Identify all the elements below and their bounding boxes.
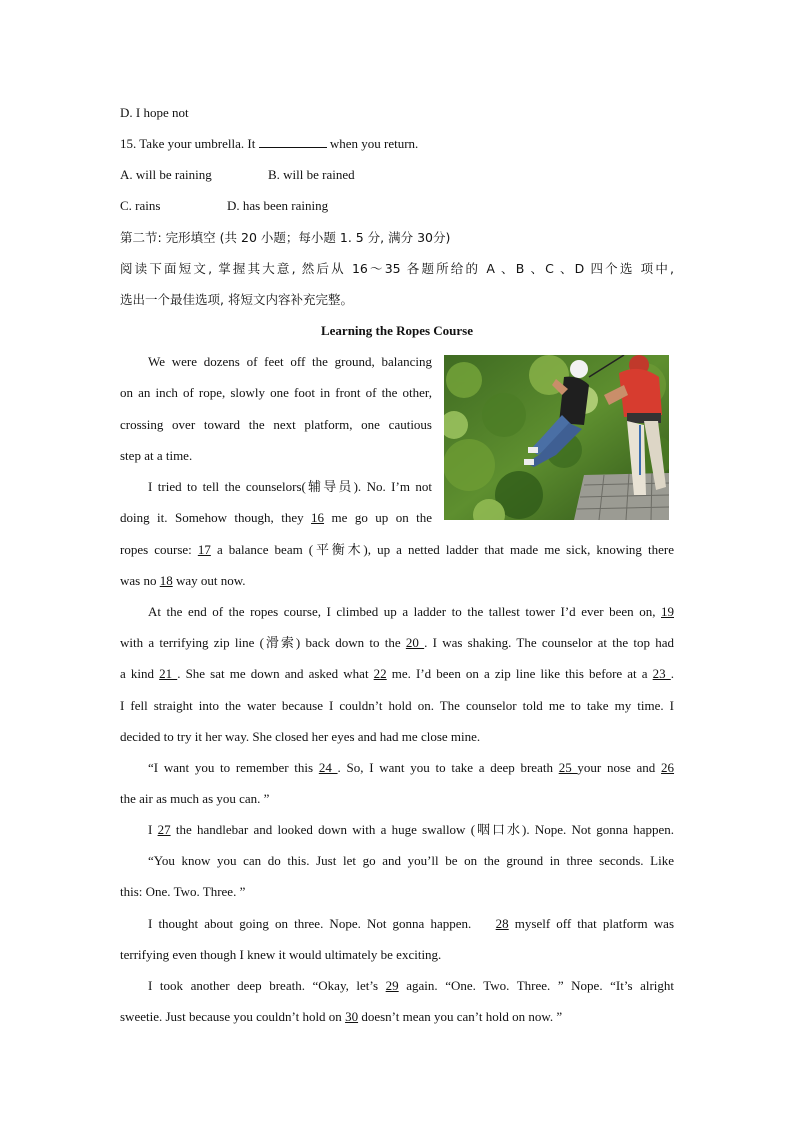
- q15-stem: [120, 134, 418, 154]
- passage-line-19: I thought about going on three. Nope. Not gonna happen. 28 myself off that platform was: [148, 916, 674, 931]
- q14-option-d: D. I hope not: [120, 105, 189, 120]
- passage-line-14: “I want you to remember this 24 . So, I want you to take a deep breath 25 your nose and 26: [148, 760, 675, 775]
- passage-line-13: decided to try it her way. She closed her eyes and had me close mine.: [120, 729, 481, 744]
- blank-20: 20: [405, 635, 425, 650]
- blank-18: 18: [159, 573, 173, 588]
- passage-line-1: We were dozens of feet off the ground, balancing: [148, 354, 432, 369]
- section-header: 第二节: 完形填空 (共 20 小题；每小题 1. 5 分, 满分 30分): [120, 230, 451, 245]
- blank-19: 19: [661, 604, 674, 619]
- q15-option-c: C. rains: [120, 198, 161, 213]
- passage-title: Learning the Ropes Course: [320, 323, 474, 338]
- q15-stem-before: 15. Take your umbrella. It: [120, 136, 256, 151]
- passage-line-6: doing it. Somehow though, they 16 me go up on the: [120, 510, 433, 525]
- q15-stem-after: when you return.: [329, 136, 419, 151]
- passage-line-2: on an inch of rope, slowly one foot in front of the other,: [120, 385, 432, 400]
- passage-line-12: I fell straight into the water because I couldn’t hold on. The counselor told me to take my time. I: [120, 698, 674, 713]
- blank-27: 27: [157, 822, 171, 837]
- passage-line-4: step at a time.: [120, 448, 193, 463]
- passage-line-11: a kind 21 . She sat me down and asked what 22 me. I’d been on a zip line like this before at a 23 .: [120, 666, 675, 681]
- passage-line-15: the air as much as you can. ”: [120, 791, 270, 806]
- blank-16: 16: [311, 510, 325, 525]
- section-instructions-line1: 阅读下面短文, 掌握其大意, 然后从 16～35 各题所给的 A 、B 、C 、D 四个选 项中,: [120, 261, 674, 276]
- passage-line-16: I 27 the handlebar and looked down with a huge swallow (咽口水). Nope. Not gonna happen.: [148, 822, 675, 837]
- blank-25: 25: [558, 760, 578, 775]
- blank-29: 29: [385, 978, 399, 993]
- q15-blank: [259, 135, 327, 148]
- passage-line-7: ropes course: 17 a balance beam (平衡木), up a netted ladder that made me sick, knowing there: [120, 542, 674, 557]
- blank-30: 30: [345, 1009, 359, 1024]
- blank-24: 24: [318, 760, 338, 775]
- passage-line-3: crossing over toward the next platform, one cautious: [120, 417, 432, 432]
- section-instructions-line2: 选出一个最佳选项, 将短文内容补充完整。: [120, 292, 353, 307]
- q15-option-a: A. will be raining: [120, 167, 212, 182]
- blank-22: 22: [373, 666, 387, 681]
- passage-line-9: At the end of the ropes course, I climbed up a ladder to the tallest tower I’d ever been on, 19: [148, 604, 674, 619]
- blank-28: 28: [495, 916, 509, 931]
- passage-line-17: “You know you can do this. Just let go and you’ll be on the ground in three seconds. Like: [148, 853, 674, 868]
- passage-line-18: this: One. Two. Three. ”: [120, 884, 246, 899]
- blank-23: 23: [652, 666, 671, 681]
- passage-line-10: with a terrifying zip line (滑索) back down to the 20 . I was shaking. The counselor at the top had: [120, 635, 675, 650]
- blank-21: 21: [159, 666, 178, 681]
- blank-26: 26: [661, 760, 675, 775]
- passage-line-20: terrifying even though I knew it would ultimately be exciting.: [120, 947, 442, 962]
- passage-line-22: sweetie. Just because you couldn’t hold on 30 doesn’t mean you can’t hold on now. ”: [120, 1009, 563, 1024]
- blank-17: 17: [197, 542, 211, 557]
- zipline-photo: [444, 355, 669, 520]
- passage-line-8: was no 18 way out now.: [120, 573, 246, 588]
- passage-line-21: I took another deep breath. “Okay, let’s 29 again. “One. Two. Three. ” Nope. “It’s alright: [148, 978, 675, 993]
- passage-line-5: I tried to tell the counselors(辅导员). No. I’m not: [148, 479, 432, 494]
- q15-option-d: D. has been raining: [227, 198, 329, 213]
- q15-option-b: B. will be rained: [268, 167, 355, 182]
